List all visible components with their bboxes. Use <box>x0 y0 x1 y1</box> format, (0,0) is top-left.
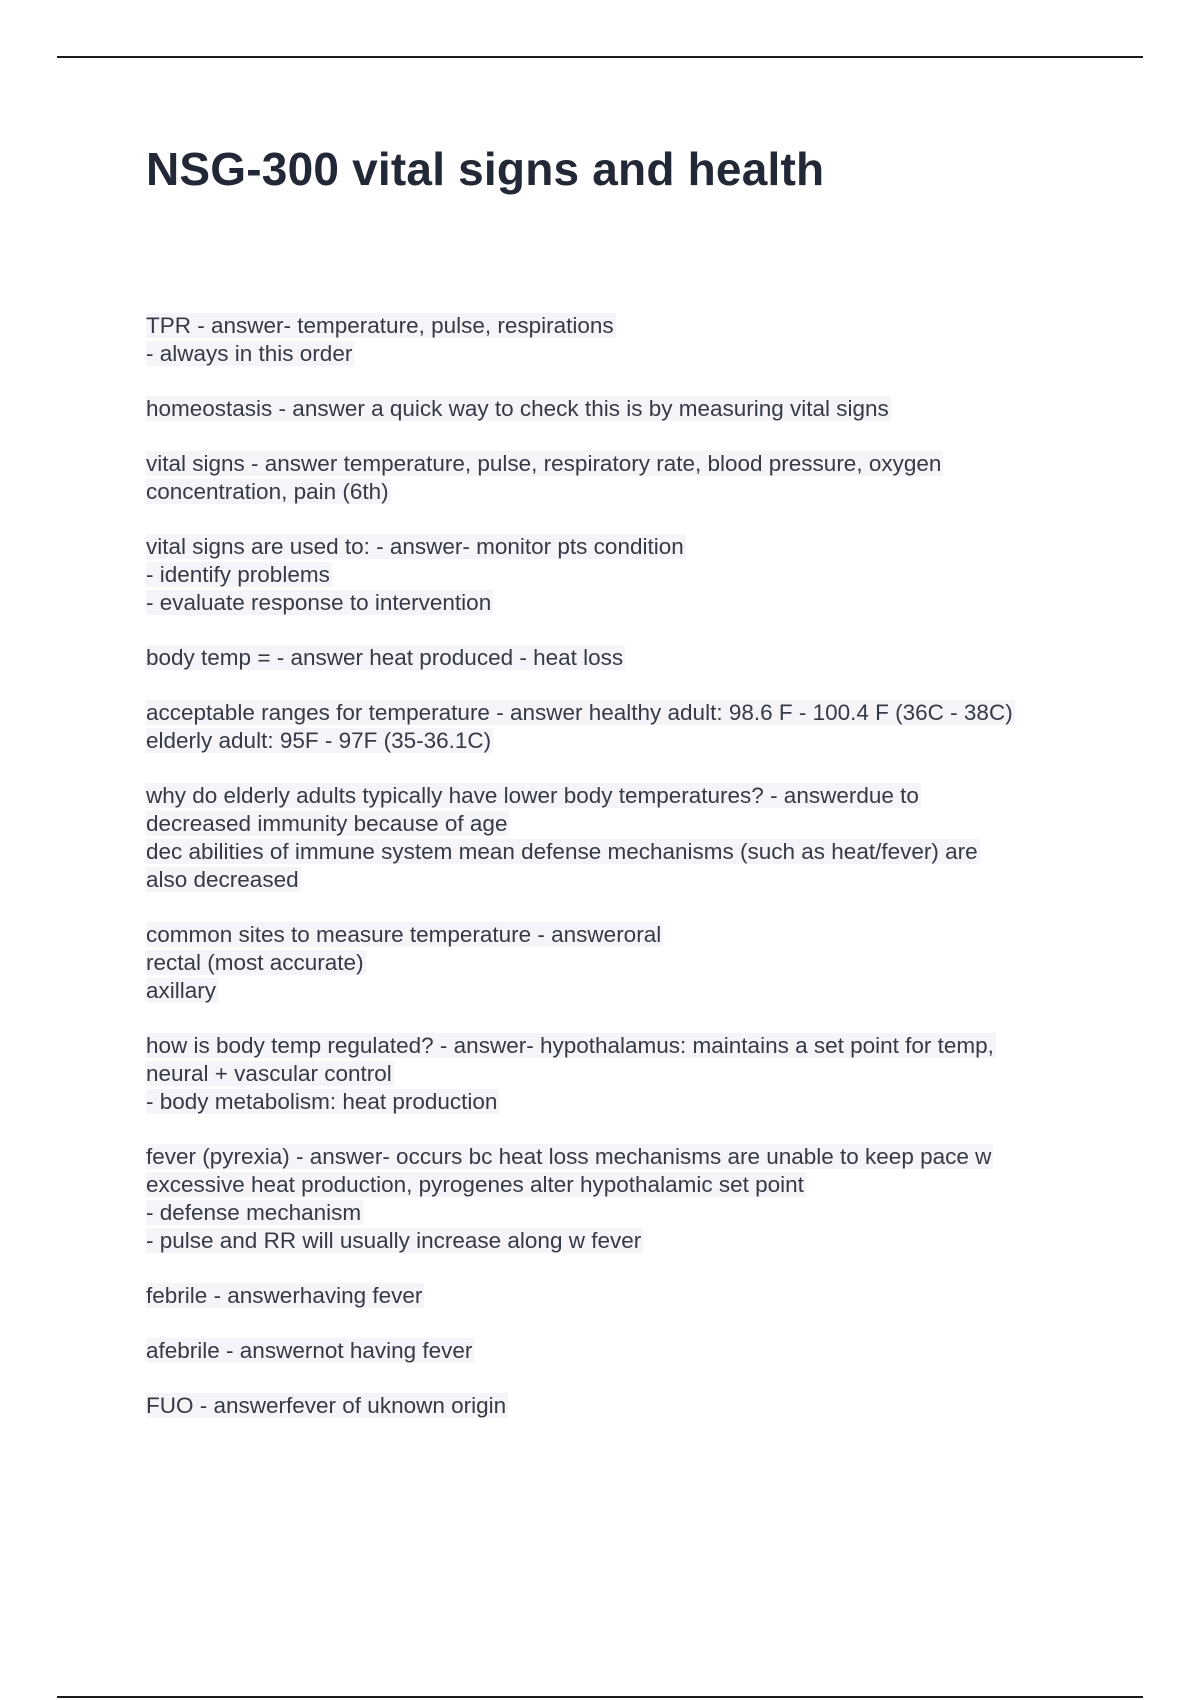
qa-line: afebrile - answernot having fever <box>146 1338 473 1363</box>
qa-line: dec abilities of immune system mean defense mechanisms (such as heat/fever) are <box>146 839 978 864</box>
qa-item-temp-ranges <box>146 699 1106 755</box>
qa-item-body-temp <box>146 644 1106 672</box>
qa-item-elderly-temps <box>146 782 1106 894</box>
qa-item-temp-regulation <box>146 1032 1106 1116</box>
qa-item-homeostasis <box>146 395 1106 423</box>
qa-line: why do elderly adults typically have lower body temperatures? - answerdue to <box>146 783 919 808</box>
qa-line: axillary <box>146 978 217 1003</box>
qa-item-fuo <box>146 1392 1106 1420</box>
qa-item-temp-sites <box>146 921 1106 1005</box>
qa-line: acceptable ranges for temperature - answer healthy adult: 98.6 F - 100.4 F (36C - 38C) <box>146 700 1013 725</box>
qa-line: common sites to measure temperature - answeroral <box>146 922 662 947</box>
qa-line: homeostasis - answer a quick way to check this is by measuring vital signs <box>146 396 889 421</box>
qa-line: - evaluate response to intervention <box>146 590 492 615</box>
top-divider <box>57 56 1143 58</box>
page-title: NSG-300 vital signs and health <box>146 143 825 195</box>
qa-line: - defense mechanism <box>146 1200 362 1225</box>
qa-line: also decreased <box>146 867 299 892</box>
qa-item-fever <box>146 1143 1106 1255</box>
bottom-divider <box>57 1696 1143 1698</box>
qa-line: TPR - answer- temperature, pulse, respirations <box>146 313 614 338</box>
qa-line: excessive heat production, pyrogenes alter hypothalamic set point <box>146 1172 804 1197</box>
qa-line: body temp = - answer heat produced - heat loss <box>146 645 624 670</box>
qa-line: vital signs are used to: - answer- monitor pts condition <box>146 534 684 559</box>
qa-line: elderly adult: 95F - 97F (35-36.1C) <box>146 728 492 753</box>
qa-line: decreased immunity because of age <box>146 811 508 836</box>
qa-line: how is body temp regulated? - answer- hypothalamus: maintains a set point for temp, <box>146 1033 994 1058</box>
qa-line: febrile - answerhaving fever <box>146 1283 423 1308</box>
qa-line: rectal (most accurate) <box>146 950 364 975</box>
qa-item-tpr <box>146 312 1106 368</box>
qa-item-febrile <box>146 1282 1106 1310</box>
qa-line: fever (pyrexia) - answer- occurs bc heat loss mechanisms are unable to keep pace w <box>146 1144 992 1169</box>
qa-line: neural + vascular control <box>146 1061 392 1086</box>
qa-list <box>146 312 1106 1447</box>
qa-line: FUO - answerfever of uknown origin <box>146 1393 507 1418</box>
qa-line: - always in this order <box>146 341 353 366</box>
qa-line: concentration, pain (6th) <box>146 479 389 504</box>
qa-item-vital-signs <box>146 450 1106 506</box>
qa-line: - pulse and RR will usually increase along w fever <box>146 1228 642 1253</box>
qa-item-vital-signs-uses <box>146 533 1106 617</box>
qa-line: vital signs - answer temperature, pulse, respiratory rate, blood pressure, oxygen <box>146 451 942 476</box>
qa-line: - identify problems <box>146 562 330 587</box>
qa-item-afebrile <box>146 1337 1106 1365</box>
qa-line: - body metabolism: heat production <box>146 1089 498 1114</box>
